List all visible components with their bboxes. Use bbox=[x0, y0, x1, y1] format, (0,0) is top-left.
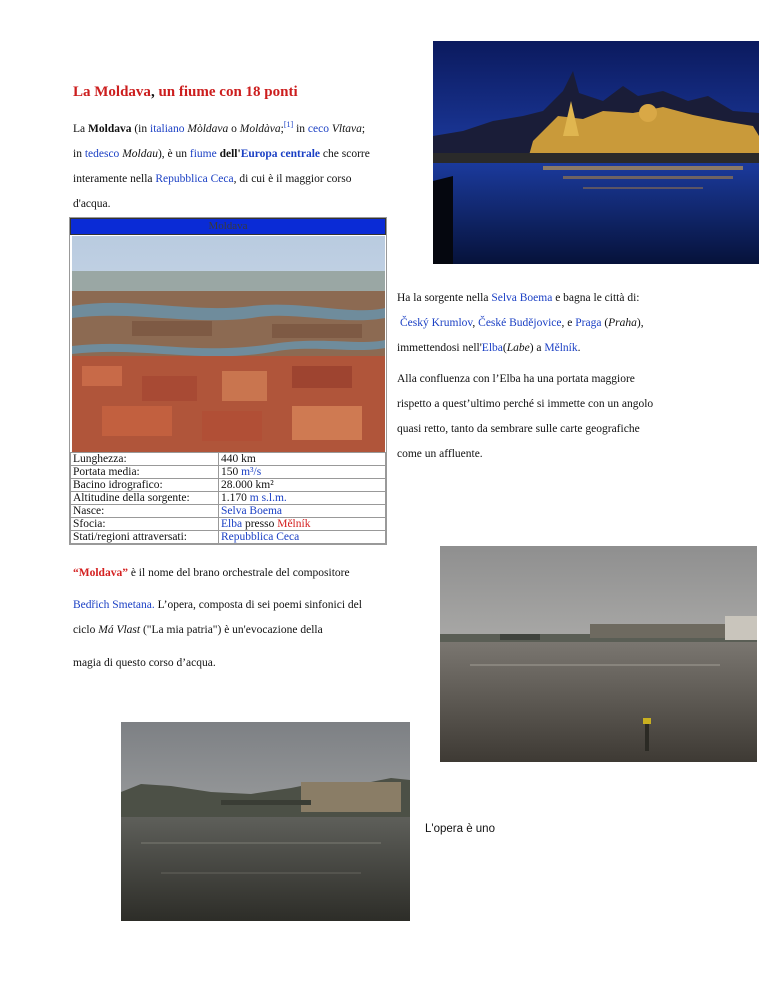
link-cesky-krumlov[interactable]: Český Krumlov bbox=[400, 317, 473, 329]
table-row bbox=[71, 531, 386, 544]
link-melnik[interactable]: Mělník bbox=[277, 518, 311, 530]
intro-line-2: in tedesco Moldau), è un fiume dell'Europa centrale che scorre bbox=[73, 147, 370, 160]
link-msl[interactable]: m s.l.m. bbox=[249, 492, 287, 504]
infobox-header: Moldava bbox=[70, 218, 386, 235]
prague-night-photo bbox=[433, 41, 759, 264]
link-selva-boema-text[interactable]: Selva Boema bbox=[491, 292, 553, 304]
right-p2-line-1: Alla confluenza con l’Elba ha una portata maggiore bbox=[397, 373, 635, 385]
prague-aerial-image bbox=[72, 236, 385, 452]
intro-line-4: d'acqua. bbox=[73, 197, 111, 210]
table-row bbox=[71, 518, 386, 531]
river-cloudy-image bbox=[121, 722, 410, 921]
river-bridge-photo bbox=[440, 546, 757, 762]
fact-value: 1.170 m s.l.m. bbox=[219, 492, 386, 505]
link-selva-boema[interactable]: Selva Boema bbox=[221, 505, 282, 517]
table-row bbox=[71, 479, 386, 492]
page-title bbox=[73, 84, 298, 101]
fact-value: 28.000 km² bbox=[219, 479, 386, 492]
right-line-1: Ha la sorgente nella Selva Boema e bagna le città di: bbox=[397, 292, 640, 304]
right-p2-line-2: rispetto a quest’ultimo perché si immette con un angolo bbox=[397, 398, 654, 410]
intro-line-1: La Moldava (in italiano Mòldava o Moldàva;[1] in ceco Vltava; bbox=[73, 120, 366, 135]
link-ceske-budejovice[interactable]: České Budějovice bbox=[478, 317, 562, 329]
link-italiano[interactable]: italiano bbox=[150, 122, 185, 135]
smetana-line-3: ciclo Má Vlast ("La mia patria") è un'evocazione della bbox=[73, 624, 323, 636]
smetana-line-2: Bedřich Smetana. L’opera, composta di sei poemi sinfonici del bbox=[73, 599, 362, 611]
bottom-text: L'opera è uno bbox=[425, 823, 495, 835]
right-paragraph-2 bbox=[397, 367, 762, 467]
fact-label: Altitudine della sorgente: bbox=[71, 492, 219, 505]
smetana-line-4: magia di questo corso d’acqua. bbox=[73, 657, 216, 669]
link-tedesco[interactable]: tedesco bbox=[84, 147, 120, 160]
link-smetana[interactable]: Bedřich Smetana. bbox=[73, 599, 155, 611]
link-repubblica-ceca[interactable]: Repubblica Ceca bbox=[155, 172, 234, 185]
fact-value: Elba presso Mělník bbox=[219, 518, 386, 531]
fact-label: Sfocia: bbox=[71, 518, 219, 531]
intro-line-3: interamente nella Repubblica Ceca, di cui è il maggior corso bbox=[73, 172, 352, 185]
right-p2-line-4: come un affluente. bbox=[397, 448, 483, 460]
link-elba[interactable]: Elba bbox=[221, 518, 243, 530]
river-cloudy-photo bbox=[121, 722, 410, 921]
fact-label: Nasce: bbox=[71, 505, 219, 518]
fact-label: Stati/regioni attraversati: bbox=[71, 531, 219, 544]
table-row bbox=[71, 505, 386, 518]
infobox-photo bbox=[72, 236, 385, 452]
link-fiume[interactable]: fiume bbox=[189, 147, 217, 160]
link-europa-centrale[interactable]: Europa centrale bbox=[240, 147, 321, 160]
table-row bbox=[71, 466, 386, 479]
link-praga[interactable]: Praga bbox=[575, 317, 602, 329]
title-main: La Moldava bbox=[73, 84, 151, 100]
title-sub: un fiume con 18 ponti bbox=[154, 84, 298, 100]
footnote-link[interactable]: [1] bbox=[283, 120, 294, 129]
table-row bbox=[71, 492, 386, 505]
right-p2-line-3: quasi retto, tanto da sembrare sulle carte geografiche bbox=[397, 423, 640, 435]
fact-value bbox=[219, 531, 386, 544]
fact-value bbox=[219, 505, 386, 518]
fact-label: Portata media: bbox=[71, 466, 219, 479]
link-melnik-text[interactable]: Mělník bbox=[544, 342, 578, 354]
title-separator: , bbox=[150, 84, 155, 100]
right-line-2: Český Krumlov, České Budějovice, e Praga (Praha), bbox=[400, 317, 644, 329]
prague-night-image bbox=[433, 41, 759, 264]
right-line-3: immettendosi nell'Elba(Labe) a Mělník. bbox=[397, 342, 581, 354]
fact-value: 440 km bbox=[219, 453, 386, 466]
link-elba-text[interactable]: Elba bbox=[481, 342, 503, 354]
right-paragraph-1 bbox=[397, 286, 762, 361]
intro-paragraph bbox=[73, 112, 423, 217]
river-bridge-image bbox=[440, 546, 757, 762]
moldava-highlight: Moldava bbox=[78, 567, 123, 579]
smetana-line-1: “Moldava” è il nome del brano orchestrale del compositore bbox=[73, 567, 350, 579]
link-ceco[interactable]: ceco bbox=[307, 122, 329, 135]
link-repubblica-ceca-infobox[interactable]: Repubblica Ceca bbox=[221, 531, 300, 543]
table-row bbox=[71, 453, 386, 466]
link-m3s[interactable]: m³/s bbox=[241, 466, 262, 478]
fact-value: 150 m³/s bbox=[219, 466, 386, 479]
fact-label: Lunghezza: bbox=[71, 453, 219, 466]
fact-label: Bacino idrografico: bbox=[71, 479, 219, 492]
infobox-facts-table bbox=[70, 452, 386, 544]
river-infobox bbox=[69, 217, 387, 545]
